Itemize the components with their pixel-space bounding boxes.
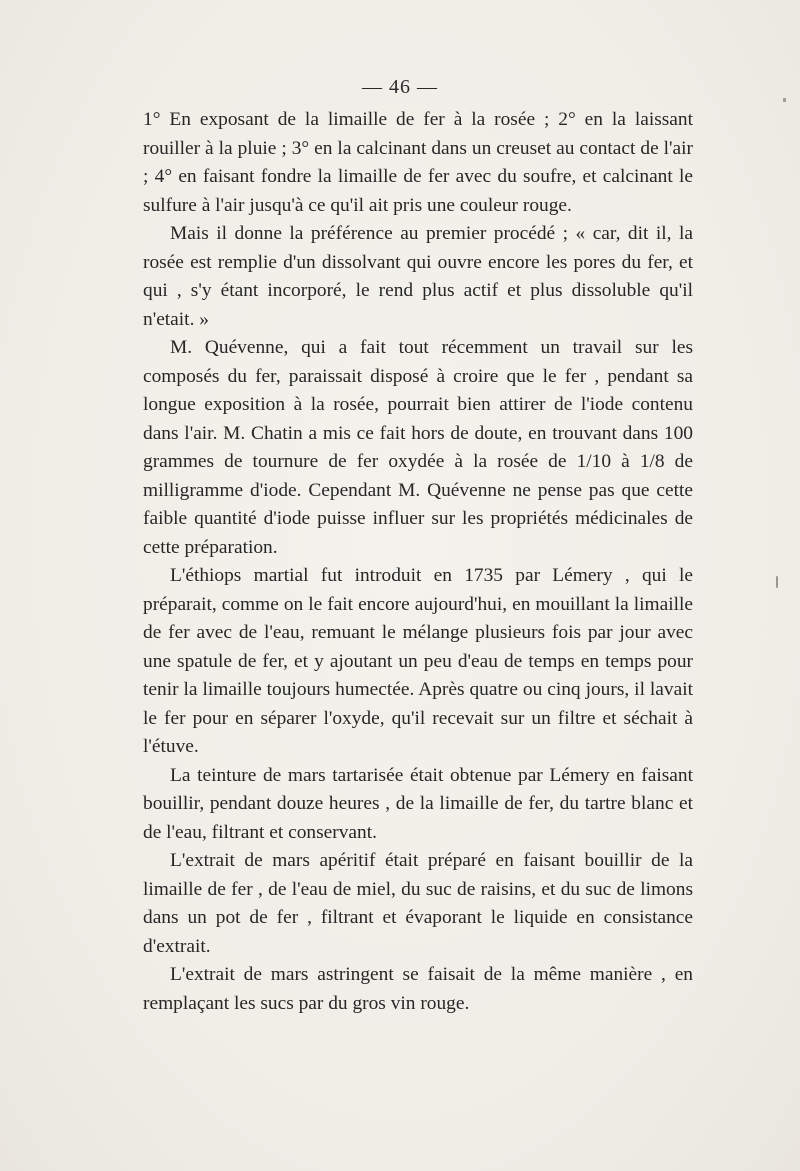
paragraph-1: 1° En exposant de la limaille de fer à la rosée ; 2° en la laissant rouiller à la pluie ; 3° en la calcinant dans un creuset au contact de l'air ; 4° en faisant fondre la limaille de fer avec du soufre, et calcinant le sulfure à l'air jusqu'à ce qu'il ait pris une couleur rouge.	[143, 109, 693, 216]
page-number: — 46 —	[362, 76, 438, 98]
paragraph-3: M. Quévenne, qui a fait tout récemment un travail sur les composés du fer, paraissait disposé à croire que le fer , pendant sa longue exposition à la rosée, pourrait bien attirer de l'iode contenu dans l'air. M. Chatin a mis ce fait hors de doute, en trouvant dans 100 grammes de tournure de fer oxydée à la rosée de 1/10 à 1/8 de milligramme d'iode. Cependant M. Quévenne ne pense pas que cette faible quantité d'iode puisse influer sur les propriétés médicinales de cette préparation.	[143, 337, 693, 558]
paragraph-7: L'extrait de mars astringent se faisait de la même manière , en remplaçant les sucs par du gros vin rouge.	[143, 964, 693, 1014]
body-text	[143, 106, 693, 1018]
paragraph-5: La teinture de mars tartarisée était obtenue par Lémery en faisant bouillir, pendant douze heures , de la limaille de fer, du tartre blanc et de l'eau, filtrant et conservant.	[143, 764, 693, 843]
paragraph-2: Mais il donne la préférence au premier procédé ; « car, dit il, la rosée est remplie d'un dissolvant qui ouvre encore les pores du fer, et qui , s'y étant incorporé, le rend plus actif et plus dissoluble qu'il n'etait. »	[143, 223, 693, 330]
margin-speck	[783, 98, 786, 102]
paragraph-4: L'éthiops martial fut introduit en 1735 par Lémery , qui le préparait, comme on le fait encore aujourd'hui, en mouillant la limaille de fer avec de l'eau, remuant le mélange plusieurs fois par jour avec une spatule de fer, et y ajoutant un peu d'eau de temps en temps pour tenir la limaille toujours humectée. Après quatre ou cinq jours, il lavait le fer pour en séparer l'oxyde, qu'il recevait sur un filtre et séchait à l'étuve.	[143, 565, 693, 757]
margin-speck	[776, 576, 778, 588]
paragraph-6: L'extrait de mars apéritif était préparé en faisant bouillir de la limaille de fer , de l'eau de miel, du suc de raisins, et du suc de limons dans un pot de fer , filtrant et évaporant le liquide en consistance d'extrait.	[143, 850, 693, 957]
